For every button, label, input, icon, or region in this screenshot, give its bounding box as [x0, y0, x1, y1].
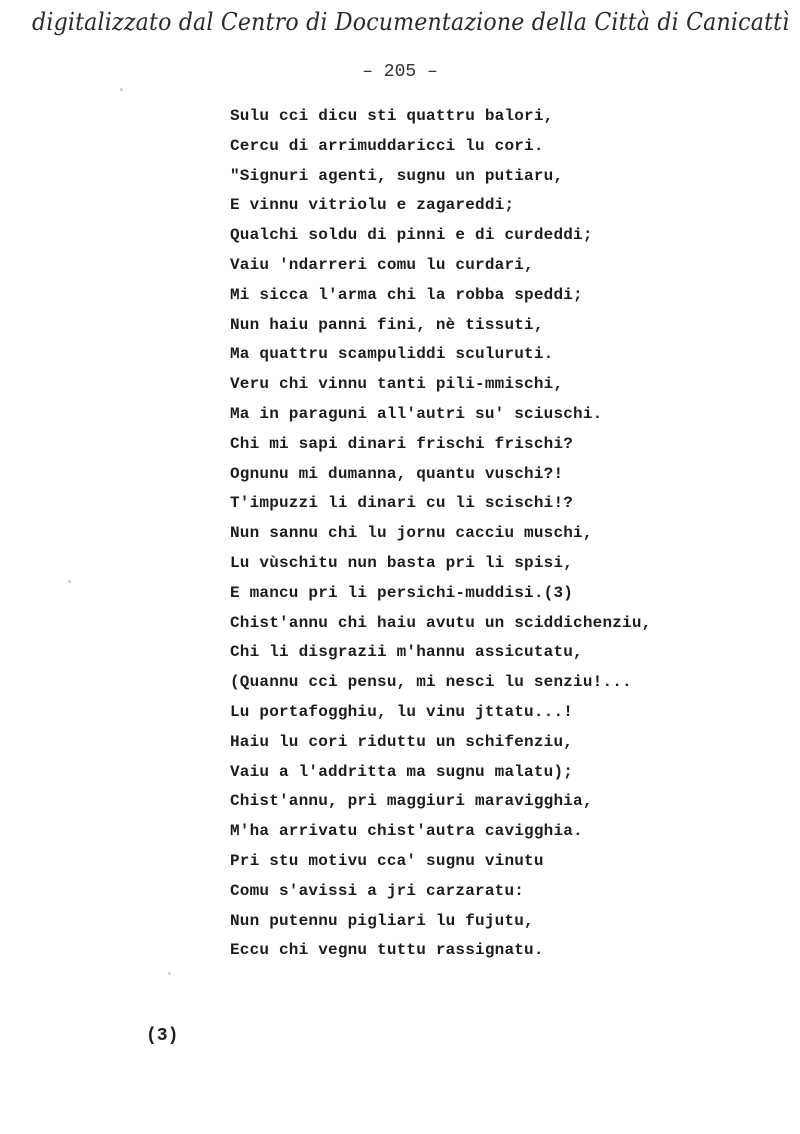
- poem-line: Lu portafogghiu, lu vinu jttatu...!: [230, 702, 574, 721]
- poem-line: Veru chi vinnu tanti pili-mmischi,: [230, 375, 564, 394]
- page-number: – 205 –: [362, 62, 438, 82]
- poem-line: Lu vùschitu nun basta pri li spisi,: [230, 553, 574, 572]
- poem-line: Nun putennu pigliari lu fujutu,: [230, 911, 534, 930]
- poem-line: Ma in paraguni all'autri su' sciuschi.: [230, 404, 603, 423]
- poem-line: Pri stu motivu cca' sugnu vinutu: [230, 851, 544, 870]
- poem-line: Chi mi sapi dinari frischi frischi?: [230, 434, 574, 453]
- footnote-marker: (3): [146, 1026, 179, 1046]
- poem-line: Haiu lu cori riduttu un schifenziu,: [230, 732, 574, 751]
- poem-line: Comu s'avissi a jri carzaratu:: [230, 881, 525, 900]
- scan-speck: [120, 88, 123, 91]
- poem-line: Sulu cci dicu sti quattru balori,: [230, 107, 554, 125]
- poem-line: Eccu chi vegnu tuttu rassignatu.: [230, 941, 544, 960]
- poem-line: "Signuri agenti, sugnu un putiaru,: [230, 166, 564, 185]
- poem-line: Qualchi soldu di pinni e di curdeddi;: [230, 226, 593, 245]
- poem-line: M'ha arrivatu chist'autra cavigghia.: [230, 822, 583, 841]
- digitization-watermark: digitalizzato dal Centro di Documentazione della Città di Canicattì: [32, 8, 790, 36]
- scan-speck: [168, 972, 171, 975]
- scan-speck: [68, 580, 71, 583]
- poem-line: Vaiu a l'addritta ma sugnu malatu);: [230, 762, 574, 781]
- poem-line: Vaiu 'ndarreri comu lu curdari,: [230, 255, 534, 274]
- poem-line: Nun haiu panni fini, nè tissuti,: [230, 315, 544, 334]
- poem-line: T'impuzzi li dinari cu li scischi!?: [230, 494, 574, 513]
- poem-verses: [230, 102, 651, 966]
- poem-line: E vinnu vitriolu e zagareddi;: [230, 196, 515, 215]
- poem-line: Chist'annu, pri maggiuri maravigghia,: [230, 792, 593, 811]
- poem-line: (Quannu cci pensu, mi nesci lu senziu!...: [230, 673, 632, 692]
- poem-line: Nun sannu chi lu jornu cacciu muschi,: [230, 524, 593, 543]
- poem-line: Cercu di arrimuddaricci lu cori.: [230, 136, 544, 155]
- poem-line: Mi sicca l'arma chi la robba speddi;: [230, 285, 583, 304]
- poem-line: Chist'annu chi haiu avutu un sciddichenziu,: [230, 613, 652, 632]
- poem-line: E mancu pri li persichi-muddisi.(3): [230, 583, 574, 602]
- poem-line: Ma quattru scampuliddi sculuruti.: [230, 345, 554, 364]
- poem-line: Chi li disgrazii m'hannu assicutatu,: [230, 643, 583, 662]
- poem-line: Ognunu mi dumanna, quantu vuschi?!: [230, 464, 564, 483]
